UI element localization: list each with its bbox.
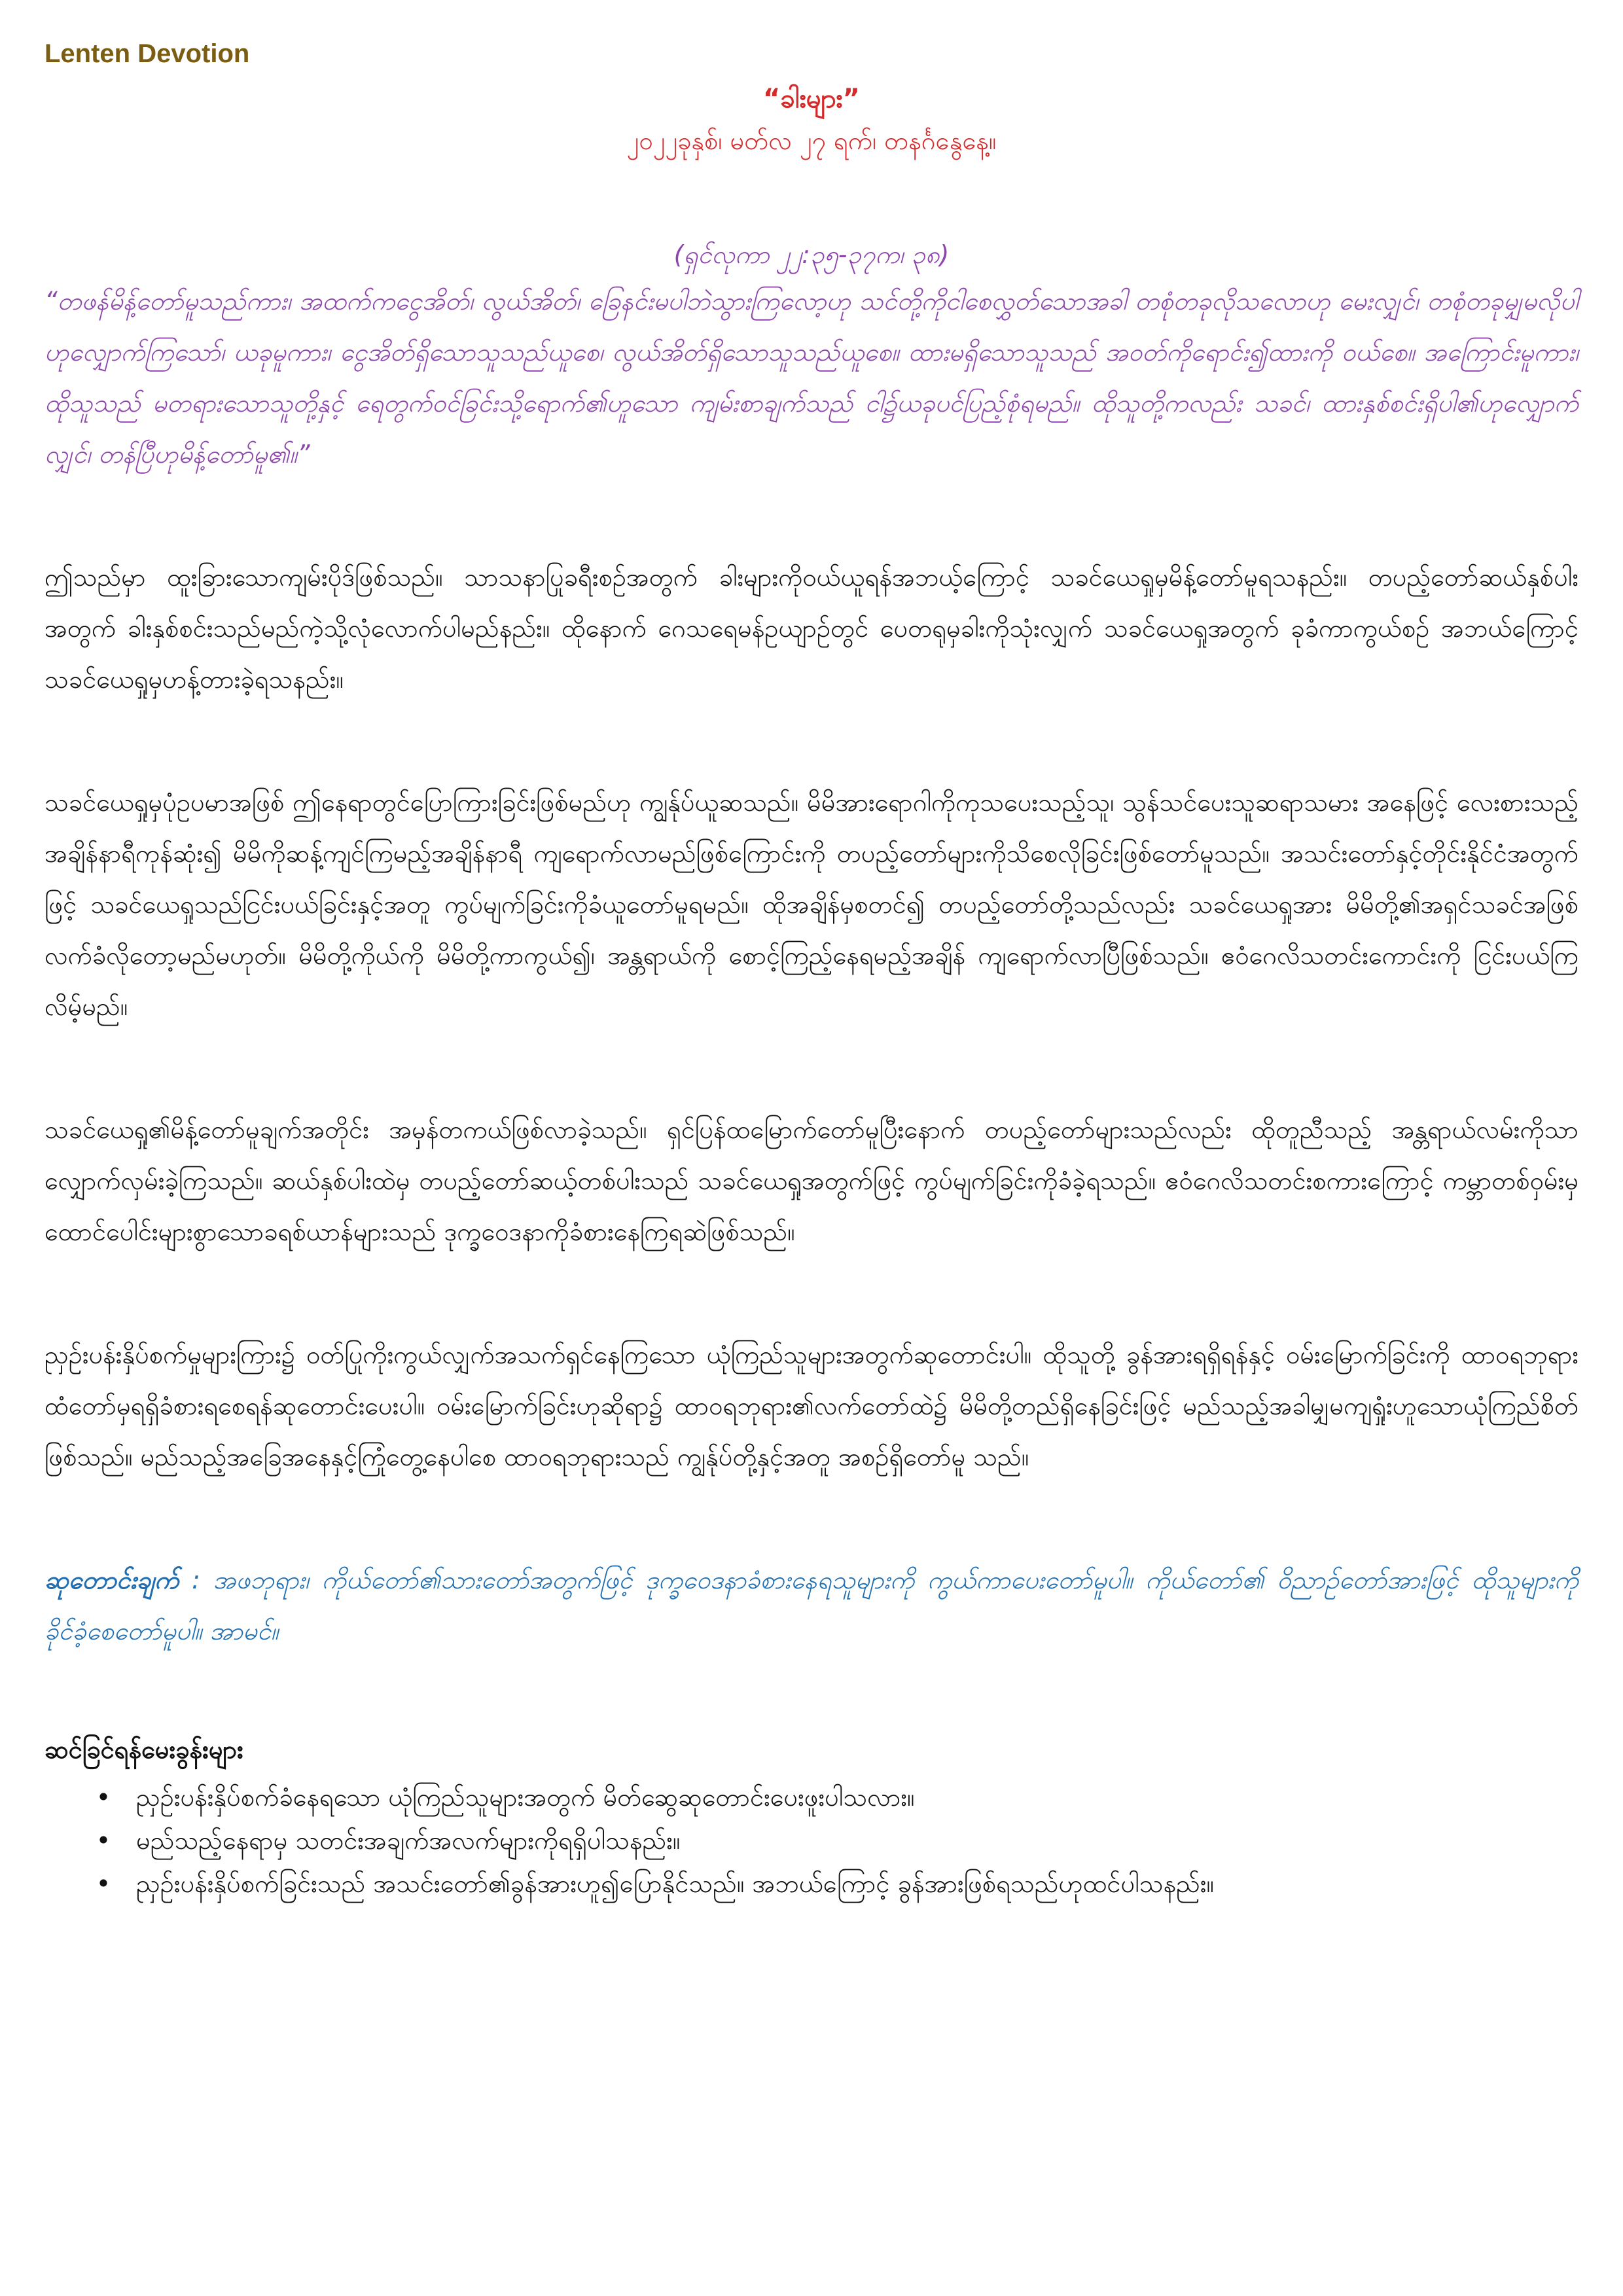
header-label: Lenten Devotion [45,39,250,68]
bullet-icon: • [96,1783,111,1812]
reflection-question-list [45,1776,1578,1905]
devotion-date: ၂၀၂၂ခုနှစ်၊ မတ်လ ၂၇ ရက်၊ တနင်္ဂနွေနေ့။ [626,126,997,155]
reflection-question [90,1862,1578,1905]
reflection-question-text: မည်သည့်နေရာမှ သတင်းအချက်အလက်များကိုရရှိပါသနည်း။ [136,1826,681,1855]
body-paragraph-3: သခင်ယေရှု၏မိန့်တော်မူချက်အတိုင်း အမှန်တကယ်ဖြစ်လာခဲ့သည်။ ရှင်ပြန်ထမြောက်တော်မူပြီးနောက် တပည့်တော်များသည်လည်း ထိုတူညီသည့် အန္တရာယ်လမ်းကိုသာလျှောက်လှမ်းခဲ့ကြသည်။ ဆယ်နှစ်ပါးထဲမှ တပည့်တော်ဆယ့်တစ်ပါးသည် သခင်ယေရှုအတွက်ဖြင့် ကွပ်မျက်ခြင်းကိုခံခဲ့ရသည်။ ဧဝံဂေလိသတင်းစကားကြောင့် ကမ္ဘာတစ်ဝှမ်းမှ ထောင်ပေါင်းများစွာသောခရစ်ယာန်များသည် ဒုက္ခဝေဒနာကိုခံစားနေကြရဆဲဖြစ်သည်။ [45,1115,1578,1246]
reflection-question-text: ညှဉ်းပန်းနှိပ်စက်ခြင်းသည် အသင်းတော်၏ခွန်အားဟူ၍ပြောနိုင်သည်။ အဘယ်ကြောင့် ခွန်အားဖြစ်ရသည်ဟုထင်ပါသနည်း။ [136,1869,1215,1898]
bullet-icon: • [96,1826,111,1855]
prayer-separator: : [179,1566,213,1594]
devotion-page [45,39,1578,1905]
reflection-question-text: ညှဉ်းပန်းနှိပ်စက်ခံနေရသော ယုံကြည်သူများအတွက် မိတ်ဆွေဆုတောင်းပေးဖူးပါသလား။ [136,1783,915,1812]
scripture-text: “တဖန်မိန့်တော်မူသည်ကား၊ အထက်ကငွေအိတ်၊ လွယ်အိတ်၊ ခြေနင်းမပါဘဲသွားကြလော့ဟု သင်တို့ကိုငါစေလွှတ်သောအခါ တစုံတခုလိုသလောဟု မေးလျှင်၊ တစုံတခုမျှမလိုပါဟုလျှောက်ကြသော်၊ ယခုမူကား၊ ငွေအိတ်ရှိသောသူသည်ယူစေ၊ လွယ်အိတ်ရှိသောသူသည်ယူစေ။ ထားမရှိသောသူသည် အဝတ်ကိုရောင်း၍ထားကို ဝယ်စေ။ အကြောင်းမူကား၊ ထိုသူသည် မတရားသောသူတို့နှင့် ရေတွက်ဝင်ခြင်းသို့ရောက်၏ဟူသော ကျမ်းစာချက်သည် ငါ၌ယခုပင်ပြည့်စုံရမည်။ ထိုသူတို့ကလည်း သခင်၊ ထားနှစ်စင်းရှိပါ၏ဟုလျှောက်လျှင်၊ တန်ပြီဟုမိန့်တော်မူ၏။” [45,287,1578,469]
reflection-heading: ဆင်ခြင်ရန်မေးခွန်းများ [45,1735,243,1764]
body-paragraph-1: ဤသည်မှာ ထူးခြားသောကျမ်းပိုဒ်ဖြစ်သည်။ သာသနာပြုခရီးစဉ်အတွက် ခါးများကိုဝယ်ယူရန်အဘယ့်ကြောင့် သခင်ယေရှုမှမိန့်တော်မူရသနည်း။ တပည့်တော်ဆယ်နှစ်ပါးအတွက် ခါးနှစ်စင်းသည်မည်ကဲ့သို့လုံလောက်ပါမည်နည်း။ ထိုနောက် ဂေသရေမန်ဥယျာဉ်တွင် ပေတရုမှခါးကိုသုံးလျှက် သခင်ယေရှုအတွက် ခုခံကာကွယ်စဉ် အဘယ်ကြောင့်သခင်ယေရှုမှဟန့်တားခဲ့ရသနည်း။ [45,563,1578,694]
bullet-icon: • [96,1869,111,1898]
body-paragraph-2: သခင်ယေရှုမှပုံဥပမာအဖြစ် ဤနေရာတွင်ပြောကြားခြင်းဖြစ်မည်ဟု ကျွန်ုပ်ယူဆသည်။ မိမိအားရောဂါကိုကုသပေးသည့်သူ၊ သွန်သင်ပေးသူဆရာသမား အနေဖြင့် လေးစားသည့်အချိန်နာရီကုန်ဆုံး၍ မိမိကိုဆန့်ကျင်ကြမည့်အချိန်နာရီ ကျရောက်လာမည်ဖြစ်ကြောင်းကို တပည့်တော်များကိုသိစေလိုခြင်းဖြစ်တော်မူသည်။ အသင်းတော်နှင့်တိုင်းနိုင်ငံအတွက်ဖြင့် သခင်ယေရှုသည်ငြင်းပယ်ခြင်းနှင့်အတူ ကွပ်မျက်ခြင်းကိုခံယူတော်မူရမည်။ ထိုအချိန်မှစတင်၍ တပည့်တော်တို့သည်လည်း သခင်ယေရှုအား မိမိတို့၏အရှင်သခင်အဖြစ် လက်ခံလိုတော့မည်မဟုတ်။ မိမိတို့ကိုယ်ကို မိမိတို့ကာကွယ်၍၊ အန္တရာယ်ကို စောင့်ကြည့်နေရမည့်အချိန် ကျရောက်လာပြီဖြစ်သည်။ ဧဝံဂေလိသတင်းကောင်းကို ငြင်းပယ်ကြလိမ့်မည်။ [45,788,1578,1021]
prayer-label: ဆုတောင်းချက် [45,1566,179,1594]
prayer-paragraph [45,1554,1578,1657]
scripture-reference: (ရှင်လုကာ ၂၂:၃၅-၃၇က၊ ၃၈) [673,240,950,269]
devotion-title: “ခါးများ” [763,84,860,114]
body-paragraph-4: ညှဉ်းပန်းနှိပ်စက်မှုများကြား၌ ဝတ်ပြုကိုးကွယ်လျှက်အသက်ရှင်နေကြသော ယုံကြည်သူများအတွက်ဆုတောင်းပါ။ ထိုသူတို့ ခွန်အားရရှိရန်နှင့် ဝမ်းမြောက်ခြင်းကို ထာဝရဘုရားထံတော်မှရရှိခံစားရစေရန်ဆုတောင်းပေးပါ။ ဝမ်းမြောက်ခြင်းဟုဆိုရာ၌ ထာဝရဘုရား၏လက်တော်ထဲ၌ မိမိတို့တည်ရှိနေခြင်းဖြင့် မည်သည့်အခါမျှမကျရှုံးဟူသောယုံကြည်စိတ်ဖြစ်သည်။ မည်သည့်အခြေအနေနှင့်ကြုံတွေ့နေပါစေ ထာဝရဘုရားသည် ကျွန်ုပ်တို့နှင့်အတူ အစဉ်ရှိတော်မူ သည်။ [45,1340,1578,1471]
reflection-question [90,1819,1578,1862]
prayer-text: အဖဘုရား၊ ကိုယ်တော်၏သားတော်အတွက်ဖြင့် ဒုက္ခဝေဒနာခံစားနေရသူများကို ကွယ်ကာပေးတော်မူပါ။ ကိုယ်တော်၏ ဝိညာဉ်တော်အားဖြင့် ထိုသူများကိုခိုင်ခံ့စေတော်မူပါ။ အာမင်။ [45,1566,1578,1645]
reflection-question [90,1776,1578,1819]
